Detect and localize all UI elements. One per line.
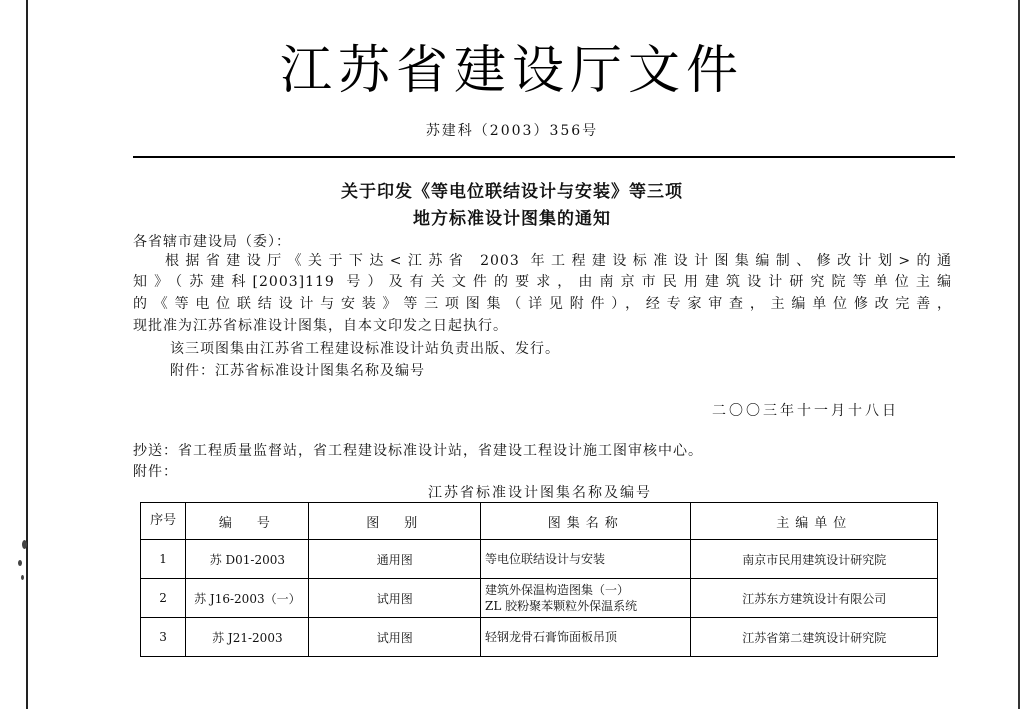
header-unit: 主编单位 [691, 503, 938, 540]
scan-edge-line-right [1018, 0, 1020, 709]
attachment-label: 附件： [133, 464, 178, 480]
header-name: 图集名称 [481, 503, 691, 540]
body-paragraph-line: 的《等电位联结设计与安装》等三项图集（详见附件），经专家审查，主编单位修改完善， [133, 296, 952, 312]
body-paragraph-line: 现批准为江苏省标准设计图集，自本文印发之日起执行。 [133, 318, 508, 334]
scan-speck [21, 575, 24, 580]
row-unit: 南京市民用建筑设计研究院 [691, 540, 938, 579]
row-type: 通用图 [309, 540, 481, 579]
row-name-cell [481, 540, 691, 579]
subject-line-2: 地方标准设计图集的通知 [413, 209, 611, 229]
row-unit: 江苏东方建筑设计有限公司 [691, 579, 938, 618]
header-divider [133, 156, 955, 158]
atlas-catalog-table [140, 502, 938, 657]
row-code: 苏 J16-2003（一） [186, 579, 309, 618]
table-row [141, 618, 938, 657]
body-paragraph-line: 知》（苏建科[2003]119 号）及有关文件的要求，由南京市民用建筑设计研究院等单位主编 [133, 274, 952, 290]
issue-date: 二〇〇三年十一月十八日 [712, 403, 899, 419]
cc-line: 抄送：省工程质量监督站，省工程建设标准设计站，省建设工程设计施工图审核中心。 [133, 443, 703, 459]
row-seq: 1 [141, 540, 186, 579]
scan-speck [18, 560, 22, 566]
row-name: 建筑外保温构造图集（一） [485, 583, 630, 597]
issuer-header-title: 江苏省建设厅文件 [279, 41, 744, 101]
table-header-row [141, 503, 938, 540]
addressee: 各省辖市建设局（委）： [133, 234, 291, 250]
scan-speck [22, 540, 27, 549]
row-name: 等电位联结设计与安装 [485, 552, 606, 566]
row-name-cell [481, 579, 691, 618]
row-name: 轻钢龙骨石膏饰面板吊顶 [485, 630, 618, 644]
row-code: 苏 J21-2003 [186, 618, 309, 657]
table-row [141, 540, 938, 579]
scan-edge-line [26, 0, 28, 709]
row-seq: 3 [141, 618, 186, 657]
table-row [141, 579, 938, 618]
row-code: 苏 D01-2003 [186, 540, 309, 579]
header-code: 编 号 [186, 503, 309, 540]
attachment-table-title: 江苏省标准设计图集名称及编号 [428, 485, 652, 501]
row-type: 试用图 [309, 618, 481, 657]
row-name-cell [481, 618, 691, 657]
document-number: 苏建科（2003）356号 [425, 123, 599, 139]
subject-line-1: 关于印发《等电位联结设计与安装》等三项 [341, 182, 683, 202]
header-seq: 序号 [141, 503, 186, 540]
publishing-paragraph: 该三项图集由江苏省工程建设标准设计站负责出版、发行。 [170, 341, 560, 357]
row-seq: 2 [141, 579, 186, 618]
header-type: 图 别 [309, 503, 481, 540]
body-paragraph-line: 根据省建设厅《关于下达<江苏省 2003 年工程建设标准设计图集编制、修改计划>的通 [165, 253, 952, 269]
row-name-line2: ZL 胶粉聚苯颗粒外保温系统 [485, 599, 638, 613]
row-unit: 江苏省第二建筑设计研究院 [691, 618, 938, 657]
attachment-note: 附件：江苏省标准设计图集名称及编号 [170, 363, 425, 379]
row-type: 试用图 [309, 579, 481, 618]
